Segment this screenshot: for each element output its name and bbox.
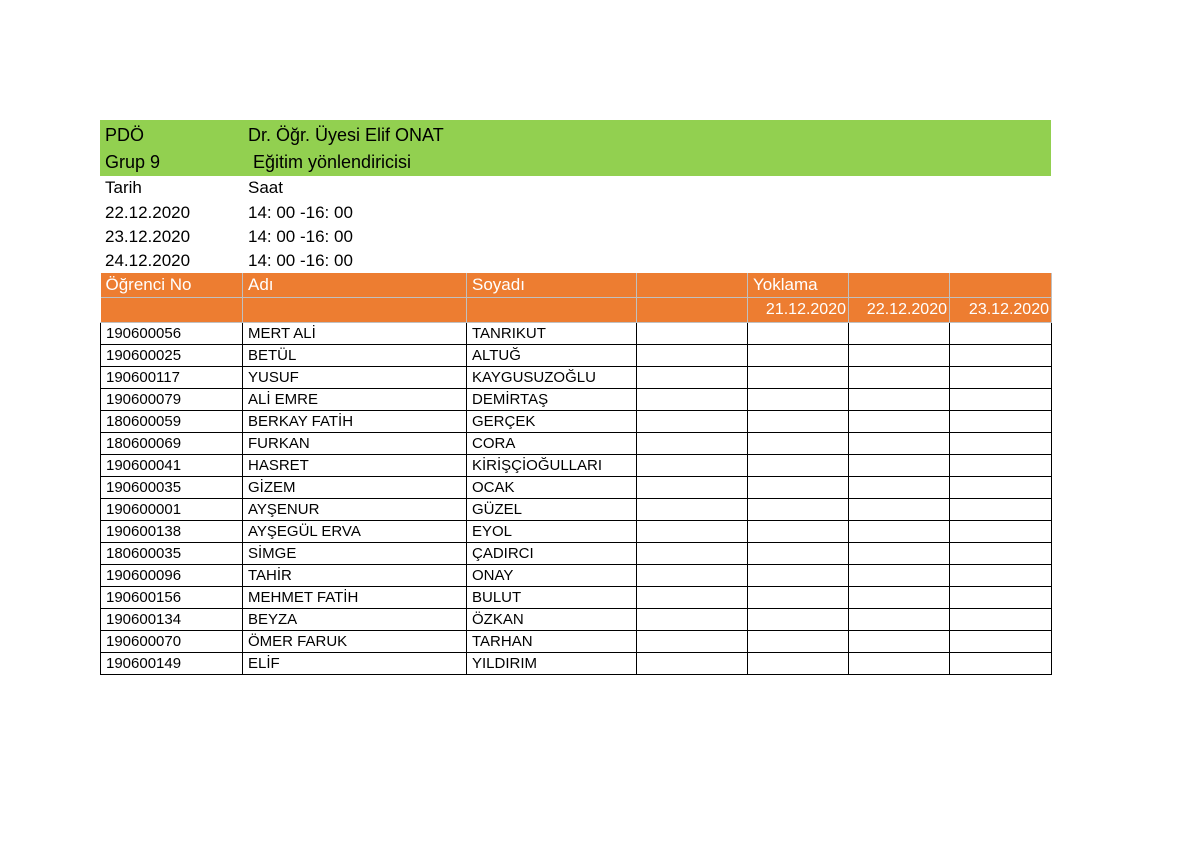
- attendance-cell: [950, 367, 1052, 389]
- attendance-cell: [748, 477, 849, 499]
- name-cell: BETÜL: [243, 345, 467, 367]
- attendance-cell: [849, 477, 950, 499]
- attendance-cell: [849, 609, 950, 631]
- attendance-cell: [950, 433, 1052, 455]
- empty-header: [849, 273, 950, 298]
- attendance-cell: [849, 521, 950, 543]
- attendance-cell: [849, 455, 950, 477]
- name-cell: TAHİR: [243, 565, 467, 587]
- empty-cell: [637, 543, 748, 565]
- name-cell: ÖMER FARUK: [243, 631, 467, 653]
- student-no-cell: 190600156: [101, 587, 243, 609]
- surname-cell: EYOL: [467, 521, 637, 543]
- table-row: [101, 433, 1052, 455]
- surname-cell: BULUT: [467, 587, 637, 609]
- schedule-date: 23.12.2020: [105, 227, 191, 246]
- attendance-cell: [748, 587, 849, 609]
- attendance-cell: [748, 653, 849, 675]
- attendance-header: Yoklama: [748, 273, 849, 298]
- attendance-cell: [849, 345, 950, 367]
- empty-cell: [637, 609, 748, 631]
- attendance-cell: [748, 323, 849, 345]
- attendance-cell: [950, 345, 1052, 367]
- attendance-cell: [950, 477, 1052, 499]
- schedule-time: 14: 00 -16: 00: [248, 251, 353, 270]
- attendance-cell: [950, 499, 1052, 521]
- attendance-cell: [748, 345, 849, 367]
- empty-header: [243, 298, 467, 323]
- schedule-date: 22.12.2020: [105, 203, 191, 222]
- table-row: [101, 411, 1052, 433]
- attendance-cell: [748, 521, 849, 543]
- empty-cell: [637, 411, 748, 433]
- surname-cell: KİRİŞÇİOĞULLARI: [467, 455, 637, 477]
- student-no-cell: 180600035: [101, 543, 243, 565]
- student-no-cell: 180600069: [101, 433, 243, 455]
- attendance-date-header: 22.12.2020: [849, 298, 950, 323]
- name-cell: BEYZA: [243, 609, 467, 631]
- empty-cell: [637, 653, 748, 675]
- attendance-cell: [748, 543, 849, 565]
- schedule-time: 14: 00 -16: 00: [248, 227, 353, 246]
- name-cell: FURKAN: [243, 433, 467, 455]
- surname-cell: OCAK: [467, 477, 637, 499]
- attendance-cell: [950, 609, 1052, 631]
- attendance-table: [100, 273, 1052, 675]
- surname-cell: ALTUĞ: [467, 345, 637, 367]
- schedule-info: [100, 176, 1051, 273]
- surname-cell: GÜZEL: [467, 499, 637, 521]
- surname-cell: ÖZKAN: [467, 609, 637, 631]
- table-row: [101, 367, 1052, 389]
- student-no-cell: 190600134: [101, 609, 243, 631]
- surname-cell: TARHAN: [467, 631, 637, 653]
- empty-cell: [637, 565, 748, 587]
- table-row: [101, 653, 1052, 675]
- student-no-cell: 190600096: [101, 565, 243, 587]
- name-cell: GİZEM: [243, 477, 467, 499]
- attendance-cell: [849, 411, 950, 433]
- student-no-cell: 190600138: [101, 521, 243, 543]
- empty-cell: [637, 345, 748, 367]
- empty-cell: [637, 389, 748, 411]
- attendance-cell: [748, 565, 849, 587]
- empty-header: [637, 298, 748, 323]
- table-row: [101, 587, 1052, 609]
- attendance-cell: [950, 543, 1052, 565]
- empty-cell: [637, 455, 748, 477]
- table-row: [101, 565, 1052, 587]
- attendance-cell: [950, 323, 1052, 345]
- student-no-cell: 180600059: [101, 411, 243, 433]
- surname-cell: YILDIRIM: [467, 653, 637, 675]
- date-header: Tarih: [105, 178, 142, 197]
- student-no-cell: 190600035: [101, 477, 243, 499]
- attendance-cell: [849, 499, 950, 521]
- attendance-cell: [849, 653, 950, 675]
- empty-cell: [637, 499, 748, 521]
- table-row: [101, 631, 1052, 653]
- attendance-cell: [849, 367, 950, 389]
- table-row: [101, 477, 1052, 499]
- surname-cell: CORA: [467, 433, 637, 455]
- student-no-cell: 190600025: [101, 345, 243, 367]
- attendance-cell: [748, 389, 849, 411]
- table-row: [101, 609, 1052, 631]
- attendance-cell: [748, 367, 849, 389]
- attendance-cell: [849, 433, 950, 455]
- attendance-cell: [849, 631, 950, 653]
- attendance-cell: [950, 411, 1052, 433]
- attendance-cell: [849, 389, 950, 411]
- group-banner: [100, 120, 1051, 176]
- student-no-cell: 190600056: [101, 323, 243, 345]
- schedule-time: 14: 00 -16: 00: [248, 203, 353, 222]
- table-row: [101, 389, 1052, 411]
- student-no-cell: 190600001: [101, 499, 243, 521]
- surname-cell: GERÇEK: [467, 411, 637, 433]
- name-cell: HASRET: [243, 455, 467, 477]
- group-label: Grup 9: [105, 152, 161, 172]
- name-cell: YUSUF: [243, 367, 467, 389]
- header-section: [100, 120, 1051, 273]
- attendance-cell: [950, 631, 1052, 653]
- attendance-cell: [748, 499, 849, 521]
- attendance-cell: [950, 455, 1052, 477]
- surname-cell: ÇADIRCI: [467, 543, 637, 565]
- attendance-cell: [748, 631, 849, 653]
- table-row: [101, 323, 1052, 345]
- student-no-cell: 190600117: [101, 367, 243, 389]
- name-cell: ALİ EMRE: [243, 389, 467, 411]
- table-row: [101, 455, 1052, 477]
- empty-header: [950, 273, 1052, 298]
- name-header: Adı: [243, 273, 467, 298]
- instructor-role: Eğitim yönlendiricisi: [248, 152, 412, 172]
- name-cell: MEHMET FATİH: [243, 587, 467, 609]
- name-cell: MERT ALİ: [243, 323, 467, 345]
- instructor-name: Dr. Öğr. Üyesi Elif ONAT: [248, 125, 444, 145]
- empty-cell: [637, 433, 748, 455]
- attendance-cell: [950, 653, 1052, 675]
- student-no-cell: 190600070: [101, 631, 243, 653]
- empty-cell: [637, 477, 748, 499]
- table-row: [101, 543, 1052, 565]
- attendance-cell: [950, 587, 1052, 609]
- attendance-cell: [950, 565, 1052, 587]
- table-row: [101, 499, 1052, 521]
- student-no-cell: 190600079: [101, 389, 243, 411]
- attendance-date-header: 23.12.2020: [950, 298, 1052, 323]
- attendance-cell: [950, 389, 1052, 411]
- attendance-cell: [748, 433, 849, 455]
- time-header: Saat: [248, 178, 283, 197]
- empty-cell: [637, 323, 748, 345]
- program-label: PDÖ: [105, 125, 145, 145]
- attendance-cell: [849, 543, 950, 565]
- name-cell: SİMGE: [243, 543, 467, 565]
- attendance-date-header: 21.12.2020: [748, 298, 849, 323]
- empty-header: [637, 273, 748, 298]
- surname-cell: ONAY: [467, 565, 637, 587]
- attendance-cell: [849, 323, 950, 345]
- header-row: [101, 273, 1052, 298]
- surname-cell: TANRIKUT: [467, 323, 637, 345]
- surname-cell: KAYGUSUZOĞLU: [467, 367, 637, 389]
- name-cell: AYŞENUR: [243, 499, 467, 521]
- empty-cell: [637, 521, 748, 543]
- attendance-cell: [950, 521, 1052, 543]
- empty-cell: [637, 631, 748, 653]
- date-header-row: [101, 298, 1052, 323]
- table-row: [101, 345, 1052, 367]
- name-cell: BERKAY FATİH: [243, 411, 467, 433]
- empty-cell: [637, 587, 748, 609]
- name-cell: ELİF: [243, 653, 467, 675]
- attendance-cell: [748, 455, 849, 477]
- surname-cell: DEMİRTAŞ: [467, 389, 637, 411]
- name-cell: AYŞEGÜL ERVA: [243, 521, 467, 543]
- surname-header: Soyadı: [467, 273, 637, 298]
- attendance-cell: [849, 587, 950, 609]
- student-no-cell: 190600041: [101, 455, 243, 477]
- attendance-cell: [748, 411, 849, 433]
- attendance-cell: [748, 609, 849, 631]
- attendance-cell: [849, 565, 950, 587]
- student-no-cell: 190600149: [101, 653, 243, 675]
- table-row: [101, 521, 1052, 543]
- empty-header: [467, 298, 637, 323]
- schedule-date: 24.12.2020: [105, 251, 191, 270]
- student-no-header: Öğrenci No: [101, 273, 243, 298]
- empty-header: [101, 298, 243, 323]
- empty-cell: [637, 367, 748, 389]
